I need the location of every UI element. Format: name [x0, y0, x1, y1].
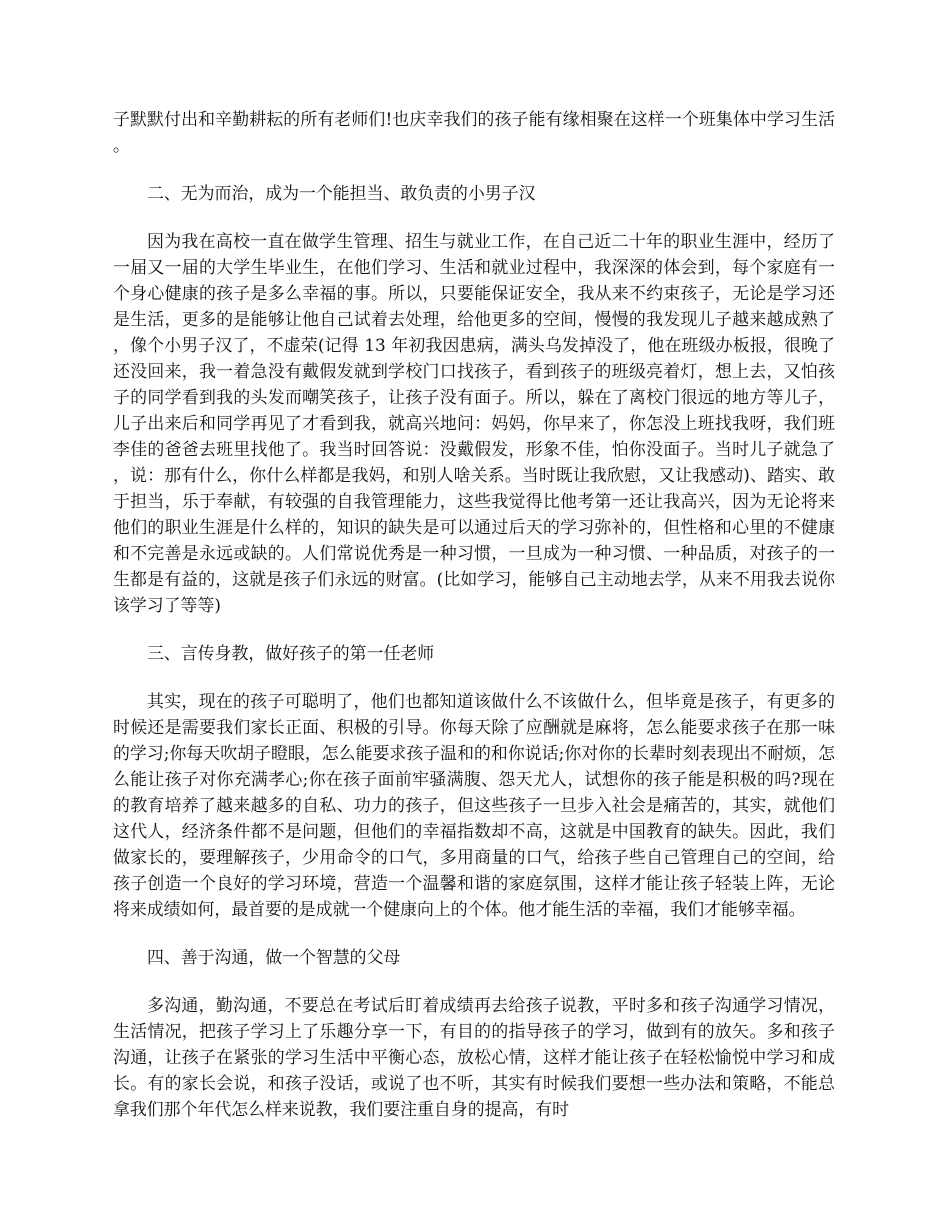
document-body: [113, 106, 835, 1122]
paragraph-continuation: 子默默付出和辛勤耕耘的所有老师们!也庆幸我们的孩子能有缘相聚在这样一个班集体中学习生活。: [113, 109, 835, 155]
paragraph-section-2: 因为我在高校一直在做学生管理、招生与就业工作，在自己近二十年的职业生涯中，经历了一届又一届的大学生毕业生，在他们学习、生活和就业过程中，我深深的体会到，每个家庭有一个身心健康的孩子是多么幸福的事。所以，只要能保证安全，我从来不约束孩子，无论是学习还是生活，更多的是能够让他自己试着去处理，给他更多的空间，慢慢的我发现儿子越来越成熟了，像个小男子汉了，不虚荣(记得 13 年初我因患病，满头乌发掉没了，他在班级办板报，很晚了还没回来，我一着急没有戴假发就到学校门口找孩子，看到孩子的班级亮着灯，想上去，又怕孩子的同学看到我的头发而嘲笑孩子，让孩子没有面子。所以，躲在了离校门很远的地方等儿子，儿子出来后和同学再见了才看到我，就高兴地问：妈妈，你早来了，你怎没上班找我呀，我们班李佳的爸爸去班里找他了。我当时回答说：没戴假发，形象不佳，怕你没面子。当时儿子就急了，说：那有什么，你什么样都是我妈，和别人啥关系。当时既让我欣慰，又让我感动)、踏实、敢于担当，乐于奉献，有较强的自我管理能力，这些我觉得比他考第一还让我高兴，因为无论将来他们的职业生涯是什么样的，知识的缺失是可以通过后天的学习弥补的，但性格和心里的不健康和不完善是永远或缺的。人们常说优秀是一种习惯，一旦成为一种习惯、一种品质，对孩子的一生都是有益的，这就是孩子们永远的财富。(比如学习，能够自己主动地去学，从来不用我去说你该学习了等等): [113, 231, 835, 615]
paragraph-section-4: 多沟通，勤沟通，不要总在考试后盯着成绩再去给孩子说教，平时多和孩子沟通学习情况，生活情况，把孩子学习上了乐趣分享一下，有目的的指导孩子的学习，做到有的放矢。多和孩子沟通，让孩子在紧张的学习生活中平衡心态，放松心情，这样才能让孩子在轻松愉悦中学习和成长。有的家长会说，和孩子没话，或说了也不听，其实有时候我们要想一些办法和策略，不能总拿我们那个年代怎么样来说教，我们要注重自身的提高，有时: [113, 995, 835, 1119]
paragraph-section-3: 其实，现在的孩子可聪明了，他们也都知道该做什么不该做什么，但毕竟是孩子，有更多的时候还是需要我们家长正面、积极的引导。你每天除了应酬就是麻将，怎么能要求孩子在那一味的学习;你每天吹胡子瞪眼，怎么能要求孩子温和的和你说话;你对你的长辈时刻表现出不耐烦，怎么能让孩子对你充满孝心;你在孩子面前牢骚满腹、怨天尤人，试想你的孩子能是积极的吗?现在的教育培养了越来越多的自私、功力的孩子，但这些孩子一旦步入社会是痛苦的，其实，就他们这代人，经济条件都不是问题，但他们的幸福指数却不高，这就是中国教育的缺失。因此，我们做家长的，要理解孩子，少用命令的口气，多用商量的口气，给孩子些自己管理自己的空间，给孩子创造一个良好的学习环境，营造一个温馨和谐的家庭氛围，这样才能让孩子轻装上阵，无论将来成绩如何，最首要的是成就一个健康向上的个体。他才能生活的幸福，我们才能够幸福。: [113, 691, 835, 919]
section-heading-4: 四、善于沟通，做一个智慧的父母: [147, 947, 401, 967]
section-heading-3: 三、言传身教，做好孩子的第一任老师: [147, 643, 435, 663]
section-heading-2: 二、无为而治，成为一个能担当、敢负责的小男子汉: [147, 183, 536, 203]
